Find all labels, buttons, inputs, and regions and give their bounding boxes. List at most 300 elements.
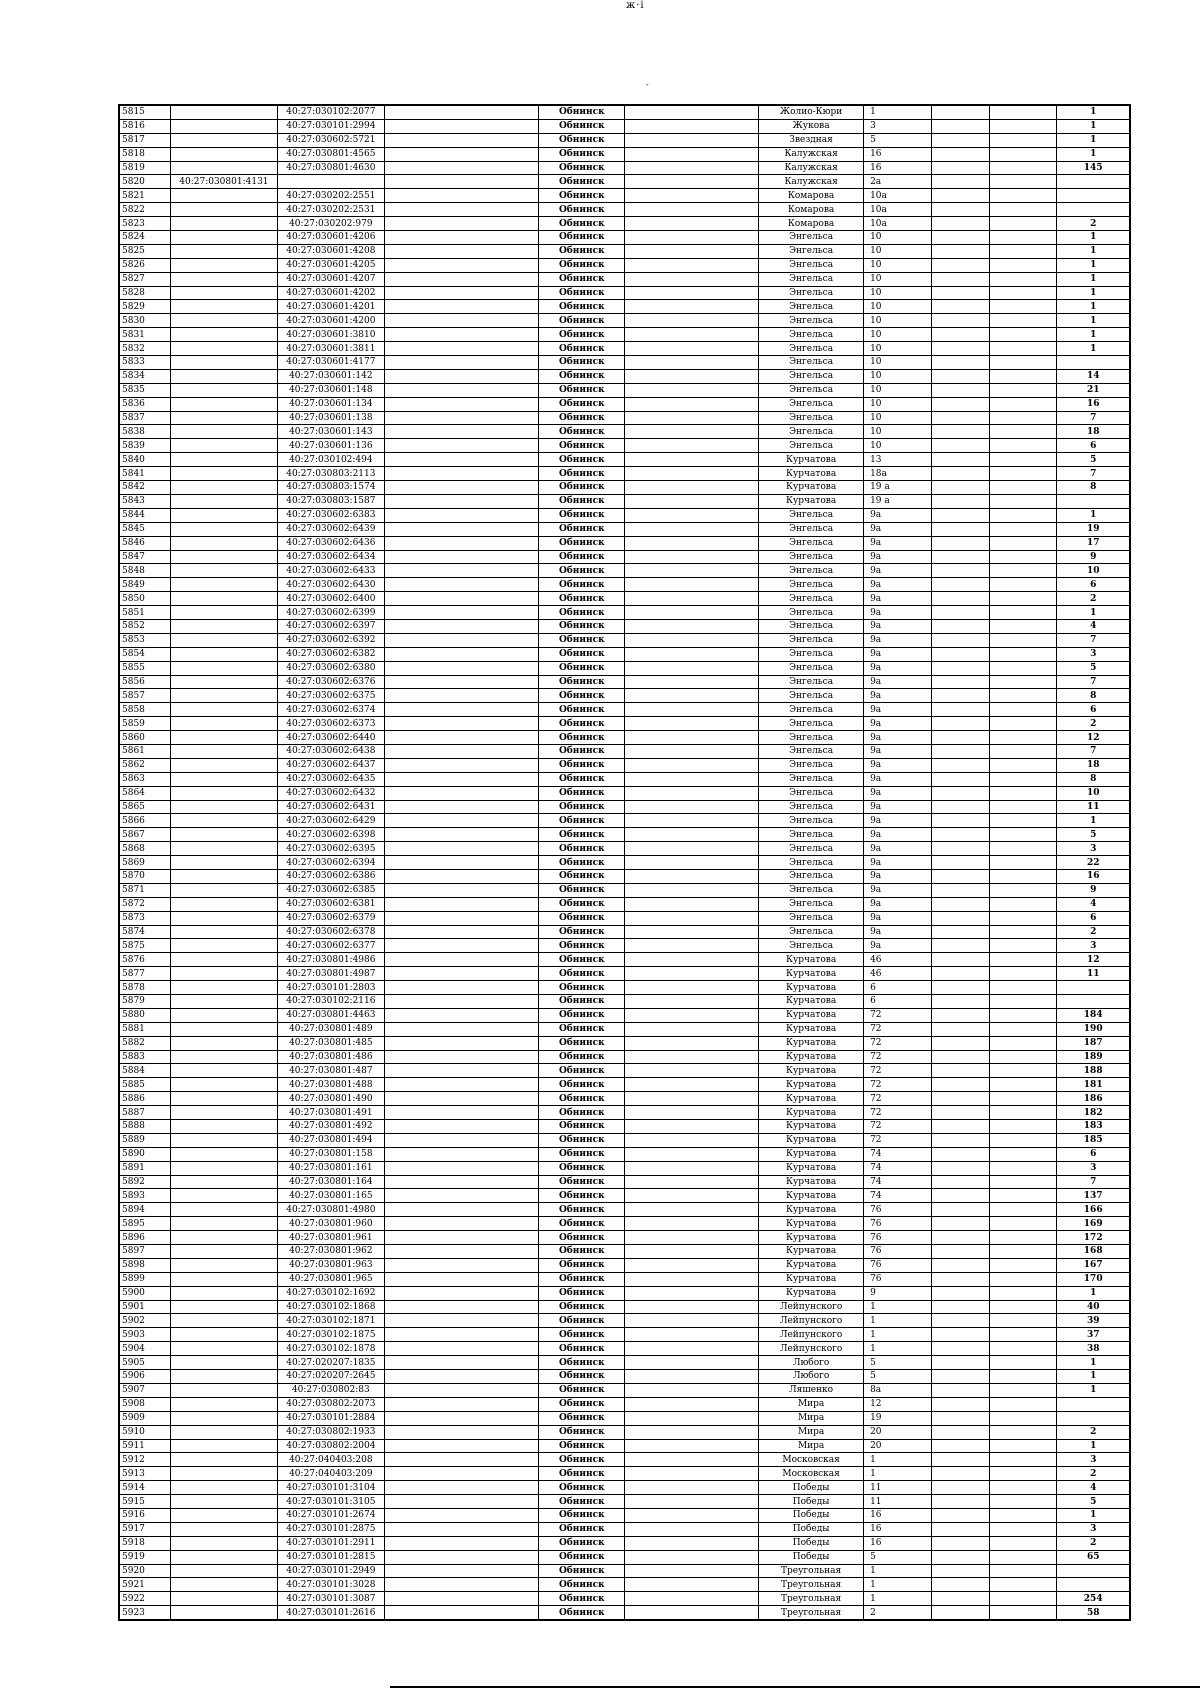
- empty-cell: [989, 522, 1057, 536]
- street: Энгельса: [759, 356, 864, 370]
- apartment-number: 18: [1057, 425, 1130, 439]
- empty-cell: [625, 1050, 759, 1064]
- prior-cadastral-number: [170, 1342, 277, 1356]
- cadastral-number: 40:27:030602:6429: [277, 814, 384, 828]
- empty-cell: [384, 995, 538, 1009]
- apartment-number: 6: [1057, 911, 1130, 925]
- apartment-number: [1057, 995, 1130, 1009]
- apartment-number: 1: [1057, 342, 1130, 356]
- empty-cell: [989, 1411, 1057, 1425]
- city: Обнинск: [539, 1397, 625, 1411]
- empty-cell: [384, 869, 538, 883]
- table-row: [119, 286, 1130, 300]
- house-number: 10а: [864, 189, 932, 203]
- empty-cell: [931, 453, 989, 467]
- table-row: [119, 800, 1130, 814]
- empty-cell: [989, 356, 1057, 370]
- street: Курчатова: [759, 467, 864, 481]
- row-number: 5820: [119, 175, 170, 189]
- cadastral-number: 40:27:030601:136: [277, 439, 384, 453]
- street: Энгельса: [759, 800, 864, 814]
- empty-cell: [931, 1550, 989, 1564]
- empty-cell: [989, 1495, 1057, 1509]
- empty-cell: [931, 786, 989, 800]
- city: Обнинск: [539, 314, 625, 328]
- table-row: [119, 175, 1130, 189]
- empty-cell: [625, 1258, 759, 1272]
- empty-cell: [989, 105, 1057, 119]
- row-number: 5849: [119, 578, 170, 592]
- city: Обнинск: [539, 1370, 625, 1384]
- apartment-number: 5: [1057, 661, 1130, 675]
- empty-cell: [989, 1383, 1057, 1397]
- house-number: 72: [864, 1036, 932, 1050]
- house-number: 9а: [864, 731, 932, 745]
- row-number: 5908: [119, 1397, 170, 1411]
- row-number: 5916: [119, 1508, 170, 1522]
- empty-cell: [625, 119, 759, 133]
- prior-cadastral-number: [170, 1606, 277, 1620]
- empty-cell: [989, 1092, 1057, 1106]
- street: Курчатова: [759, 1092, 864, 1106]
- prior-cadastral-number: [170, 481, 277, 495]
- city: Обнинск: [539, 300, 625, 314]
- empty-cell: [931, 1370, 989, 1384]
- table-row: [119, 119, 1130, 133]
- city: Обнинск: [539, 1564, 625, 1578]
- apartment-number: 7: [1057, 744, 1130, 758]
- prior-cadastral-number: [170, 1147, 277, 1161]
- empty-cell: [384, 1106, 538, 1120]
- table-row: [119, 828, 1130, 842]
- street: Ляшенко: [759, 1383, 864, 1397]
- empty-cell: [931, 592, 989, 606]
- apartment-number: 39: [1057, 1314, 1130, 1328]
- empty-cell: [384, 369, 538, 383]
- empty-cell: [931, 494, 989, 508]
- table-row: [119, 467, 1130, 481]
- row-number: 5865: [119, 800, 170, 814]
- row-number: 5885: [119, 1078, 170, 1092]
- apartment-number: 8: [1057, 772, 1130, 786]
- cadastral-number: 40:27:030602:6437: [277, 758, 384, 772]
- prior-cadastral-number: [170, 1481, 277, 1495]
- cadastral-number: 40:27:030601:4205: [277, 258, 384, 272]
- street: Калужская: [759, 175, 864, 189]
- street: Мира: [759, 1439, 864, 1453]
- cadastral-number: 40:27:030602:6399: [277, 606, 384, 620]
- empty-cell: [989, 842, 1057, 856]
- table-row: [119, 1106, 1130, 1120]
- house-number: 9а: [864, 633, 932, 647]
- empty-cell: [384, 842, 538, 856]
- empty-cell: [625, 1133, 759, 1147]
- empty-cell: [989, 995, 1057, 1009]
- row-number: 5873: [119, 911, 170, 925]
- table-row: [119, 995, 1130, 1009]
- empty-cell: [989, 883, 1057, 897]
- prior-cadastral-number: [170, 1106, 277, 1120]
- empty-cell: [625, 981, 759, 995]
- empty-cell: [625, 1508, 759, 1522]
- empty-cell: [989, 439, 1057, 453]
- cadastral-number: 40:27:030801:485: [277, 1036, 384, 1050]
- empty-cell: [625, 439, 759, 453]
- apartment-number: 14: [1057, 369, 1130, 383]
- prior-cadastral-number: [170, 869, 277, 883]
- street: Курчатова: [759, 1106, 864, 1120]
- empty-cell: [384, 828, 538, 842]
- city: Обнинск: [539, 1356, 625, 1370]
- apartment-number: 145: [1057, 161, 1130, 175]
- empty-cell: [931, 1425, 989, 1439]
- prior-cadastral-number: [170, 272, 277, 286]
- empty-cell: [989, 453, 1057, 467]
- row-number: 5900: [119, 1286, 170, 1300]
- empty-cell: [625, 1578, 759, 1592]
- cadastral-number: 40:27:030602:6432: [277, 786, 384, 800]
- table-row: [119, 953, 1130, 967]
- house-number: 9а: [864, 869, 932, 883]
- cadastral-number: 40:27:030102:2077: [277, 105, 384, 119]
- row-number: 5831: [119, 328, 170, 342]
- city: Обнинск: [539, 397, 625, 411]
- empty-cell: [931, 1578, 989, 1592]
- empty-cell: [625, 133, 759, 147]
- prior-cadastral-number: [170, 772, 277, 786]
- empty-cell: [989, 133, 1057, 147]
- city: Обнинск: [539, 383, 625, 397]
- house-number: 76: [864, 1217, 932, 1231]
- empty-cell: [625, 1453, 759, 1467]
- table-row: [119, 189, 1130, 203]
- row-number: 5839: [119, 439, 170, 453]
- prior-cadastral-number: [170, 425, 277, 439]
- table-row: [119, 1147, 1130, 1161]
- street: Калужская: [759, 147, 864, 161]
- house-number: 72: [864, 1064, 932, 1078]
- city: Обнинск: [539, 286, 625, 300]
- table-row: [119, 1258, 1130, 1272]
- table-row: [119, 1175, 1130, 1189]
- apartment-number: 2: [1057, 592, 1130, 606]
- cadastral-number: 40:27:030801:165: [277, 1189, 384, 1203]
- table-row: [119, 1536, 1130, 1550]
- prior-cadastral-number: [170, 1245, 277, 1259]
- house-number: 9а: [864, 703, 932, 717]
- row-number: 5835: [119, 383, 170, 397]
- empty-cell: [931, 119, 989, 133]
- house-number: 10: [864, 328, 932, 342]
- empty-cell: [384, 536, 538, 550]
- apartment-number: 11: [1057, 800, 1130, 814]
- street: Лейпунского: [759, 1300, 864, 1314]
- street: Курчатова: [759, 1078, 864, 1092]
- empty-cell: [625, 1536, 759, 1550]
- prior-cadastral-number: [170, 758, 277, 772]
- row-number: 5888: [119, 1120, 170, 1134]
- row-number: 5903: [119, 1328, 170, 1342]
- prior-cadastral-number: [170, 1272, 277, 1286]
- table-row: [119, 619, 1130, 633]
- empty-cell: [384, 786, 538, 800]
- city: Обнинск: [539, 731, 625, 745]
- cadastral-number: 40:27:030602:6435: [277, 772, 384, 786]
- empty-cell: [931, 1203, 989, 1217]
- empty-cell: [931, 1328, 989, 1342]
- register-sheet: [118, 104, 1131, 1621]
- empty-cell: [625, 1383, 759, 1397]
- empty-cell: [931, 133, 989, 147]
- house-number: 72: [864, 1120, 932, 1134]
- empty-cell: [384, 1092, 538, 1106]
- table-row: [119, 967, 1130, 981]
- row-number: 5869: [119, 856, 170, 870]
- city: Обнинск: [539, 828, 625, 842]
- empty-cell: [989, 1425, 1057, 1439]
- table-row: [119, 1481, 1130, 1495]
- city: Обнинск: [539, 744, 625, 758]
- cadastral-number: 40:27:030602:6440: [277, 731, 384, 745]
- table-row: [119, 342, 1130, 356]
- apartment-number: 6: [1057, 1147, 1130, 1161]
- city: Обнинск: [539, 703, 625, 717]
- prior-cadastral-number: [170, 1592, 277, 1606]
- row-number: 5857: [119, 689, 170, 703]
- city: Обнинск: [539, 758, 625, 772]
- house-number: 18а: [864, 467, 932, 481]
- empty-cell: [625, 453, 759, 467]
- street: Курчатова: [759, 453, 864, 467]
- street: Курчатова: [759, 1203, 864, 1217]
- row-number: 5853: [119, 633, 170, 647]
- row-number: 5848: [119, 564, 170, 578]
- empty-cell: [931, 772, 989, 786]
- table-row: [119, 425, 1130, 439]
- empty-cell: [931, 1133, 989, 1147]
- empty-cell: [989, 494, 1057, 508]
- apartment-number: 3: [1057, 842, 1130, 856]
- city: Обнинск: [539, 467, 625, 481]
- empty-cell: [384, 133, 538, 147]
- table-row: [119, 883, 1130, 897]
- city: Обнинск: [539, 925, 625, 939]
- cadastral-number: 40:27:030801:158: [277, 1147, 384, 1161]
- row-number: 5827: [119, 272, 170, 286]
- empty-cell: [931, 244, 989, 258]
- house-number: 72: [864, 1092, 932, 1106]
- cadastral-number: 40:27:030801:492: [277, 1120, 384, 1134]
- city: Обнинск: [539, 1522, 625, 1536]
- house-number: 9а: [864, 883, 932, 897]
- row-number: 5833: [119, 356, 170, 370]
- city: Обнинск: [539, 105, 625, 119]
- apartment-number: 1: [1057, 1383, 1130, 1397]
- city: Обнинск: [539, 619, 625, 633]
- street: Энгельса: [759, 814, 864, 828]
- empty-cell: [384, 356, 538, 370]
- empty-cell: [989, 1370, 1057, 1384]
- row-number: 5861: [119, 744, 170, 758]
- empty-cell: [384, 147, 538, 161]
- empty-cell: [931, 689, 989, 703]
- prior-cadastral-number: [170, 939, 277, 953]
- prior-cadastral-number: [170, 842, 277, 856]
- table-row: [119, 161, 1130, 175]
- row-number: 5899: [119, 1272, 170, 1286]
- empty-cell: [931, 1592, 989, 1606]
- house-number: 74: [864, 1189, 932, 1203]
- table-row: [119, 411, 1130, 425]
- cadastral-number: 40:27:030801:4630: [277, 161, 384, 175]
- empty-cell: [989, 1328, 1057, 1342]
- empty-cell: [931, 1272, 989, 1286]
- street: Курчатова: [759, 1175, 864, 1189]
- table-row: [119, 231, 1130, 245]
- empty-cell: [931, 578, 989, 592]
- empty-cell: [989, 1175, 1057, 1189]
- prior-cadastral-number: [170, 258, 277, 272]
- prior-cadastral-number: [170, 1258, 277, 1272]
- street: Энгельса: [759, 328, 864, 342]
- row-number: 5837: [119, 411, 170, 425]
- row-number: 5883: [119, 1050, 170, 1064]
- prior-cadastral-number: [170, 1467, 277, 1481]
- empty-cell: [931, 925, 989, 939]
- prior-cadastral-number: [170, 244, 277, 258]
- row-number: 5877: [119, 967, 170, 981]
- apartment-number: 1: [1057, 1356, 1130, 1370]
- prior-cadastral-number: [170, 383, 277, 397]
- table-row: [119, 356, 1130, 370]
- cadastral-number: 40:27:030202:2551: [277, 189, 384, 203]
- empty-cell: [384, 1550, 538, 1564]
- empty-cell: [384, 1411, 538, 1425]
- table-row: [119, 1370, 1130, 1384]
- street: Курчатова: [759, 481, 864, 495]
- empty-cell: [931, 105, 989, 119]
- empty-cell: [384, 1217, 538, 1231]
- house-number: 16: [864, 1522, 932, 1536]
- row-number: 5897: [119, 1245, 170, 1259]
- empty-cell: [989, 1606, 1057, 1620]
- table-row: [119, 1300, 1130, 1314]
- prior-cadastral-number: [170, 133, 277, 147]
- table-row: [119, 1383, 1130, 1397]
- empty-cell: [989, 1508, 1057, 1522]
- street: Курчатова: [759, 1258, 864, 1272]
- house-number: 10: [864, 231, 932, 245]
- empty-cell: [625, 1342, 759, 1356]
- empty-cell: [625, 286, 759, 300]
- street: Победы: [759, 1481, 864, 1495]
- prior-cadastral-number: [170, 647, 277, 661]
- empty-cell: [384, 633, 538, 647]
- row-number: 5876: [119, 953, 170, 967]
- empty-cell: [931, 369, 989, 383]
- table-row: [119, 772, 1130, 786]
- apartment-number: 6: [1057, 578, 1130, 592]
- scan-tick: -: [646, 80, 649, 89]
- empty-cell: [931, 1495, 989, 1509]
- empty-cell: [384, 1245, 538, 1259]
- apartment-number: 168: [1057, 1245, 1130, 1259]
- house-number: 3: [864, 119, 932, 133]
- empty-cell: [384, 758, 538, 772]
- empty-cell: [989, 1481, 1057, 1495]
- house-number: 9а: [864, 564, 932, 578]
- street: Энгельса: [759, 383, 864, 397]
- apartment-number: 3: [1057, 1161, 1130, 1175]
- house-number: 72: [864, 1133, 932, 1147]
- table-row: [119, 717, 1130, 731]
- prior-cadastral-number: [170, 1411, 277, 1425]
- empty-cell: [931, 536, 989, 550]
- city: Обнинск: [539, 1328, 625, 1342]
- empty-cell: [989, 1258, 1057, 1272]
- street: Победы: [759, 1536, 864, 1550]
- empty-cell: [989, 1356, 1057, 1370]
- apartment-number: 185: [1057, 1133, 1130, 1147]
- table-row: [119, 105, 1130, 119]
- empty-cell: [384, 342, 538, 356]
- house-number: 9а: [864, 800, 932, 814]
- house-number: 9а: [864, 856, 932, 870]
- street: Энгельса: [759, 897, 864, 911]
- street: Энгельса: [759, 314, 864, 328]
- row-number: 5828: [119, 286, 170, 300]
- street: Энгельса: [759, 828, 864, 842]
- house-number: 9а: [864, 925, 932, 939]
- empty-cell: [931, 161, 989, 175]
- prior-cadastral-number: [170, 1189, 277, 1203]
- empty-cell: [625, 467, 759, 481]
- empty-cell: [384, 203, 538, 217]
- city: Обнинск: [539, 1064, 625, 1078]
- table-row: [119, 1328, 1130, 1342]
- prior-cadastral-number: [170, 675, 277, 689]
- row-number: 5902: [119, 1314, 170, 1328]
- empty-cell: [931, 981, 989, 995]
- empty-cell: [989, 578, 1057, 592]
- table-row: [119, 1022, 1130, 1036]
- cadastral-number: 40:27:030602:6373: [277, 717, 384, 731]
- empty-cell: [989, 800, 1057, 814]
- empty-cell: [625, 828, 759, 842]
- empty-cell: [384, 217, 538, 231]
- empty-cell: [625, 1272, 759, 1286]
- prior-cadastral-number: [170, 1383, 277, 1397]
- house-number: 19: [864, 1411, 932, 1425]
- table-row: [119, 1203, 1130, 1217]
- street: Мира: [759, 1397, 864, 1411]
- empty-cell: [989, 175, 1057, 189]
- cadastral-number: 40:27:030601:134: [277, 397, 384, 411]
- house-number: 10: [864, 356, 932, 370]
- cadastral-number: 40:27:030602:6375: [277, 689, 384, 703]
- cadastral-number: 40:27:030101:3087: [277, 1592, 384, 1606]
- house-number: 9а: [864, 592, 932, 606]
- street: Курчатова: [759, 1050, 864, 1064]
- empty-cell: [989, 1550, 1057, 1564]
- street: Энгельса: [759, 244, 864, 258]
- city: Обнинск: [539, 1133, 625, 1147]
- city: Обнинск: [539, 981, 625, 995]
- empty-cell: [989, 856, 1057, 870]
- empty-cell: [989, 1536, 1057, 1550]
- empty-cell: [931, 731, 989, 745]
- empty-cell: [931, 856, 989, 870]
